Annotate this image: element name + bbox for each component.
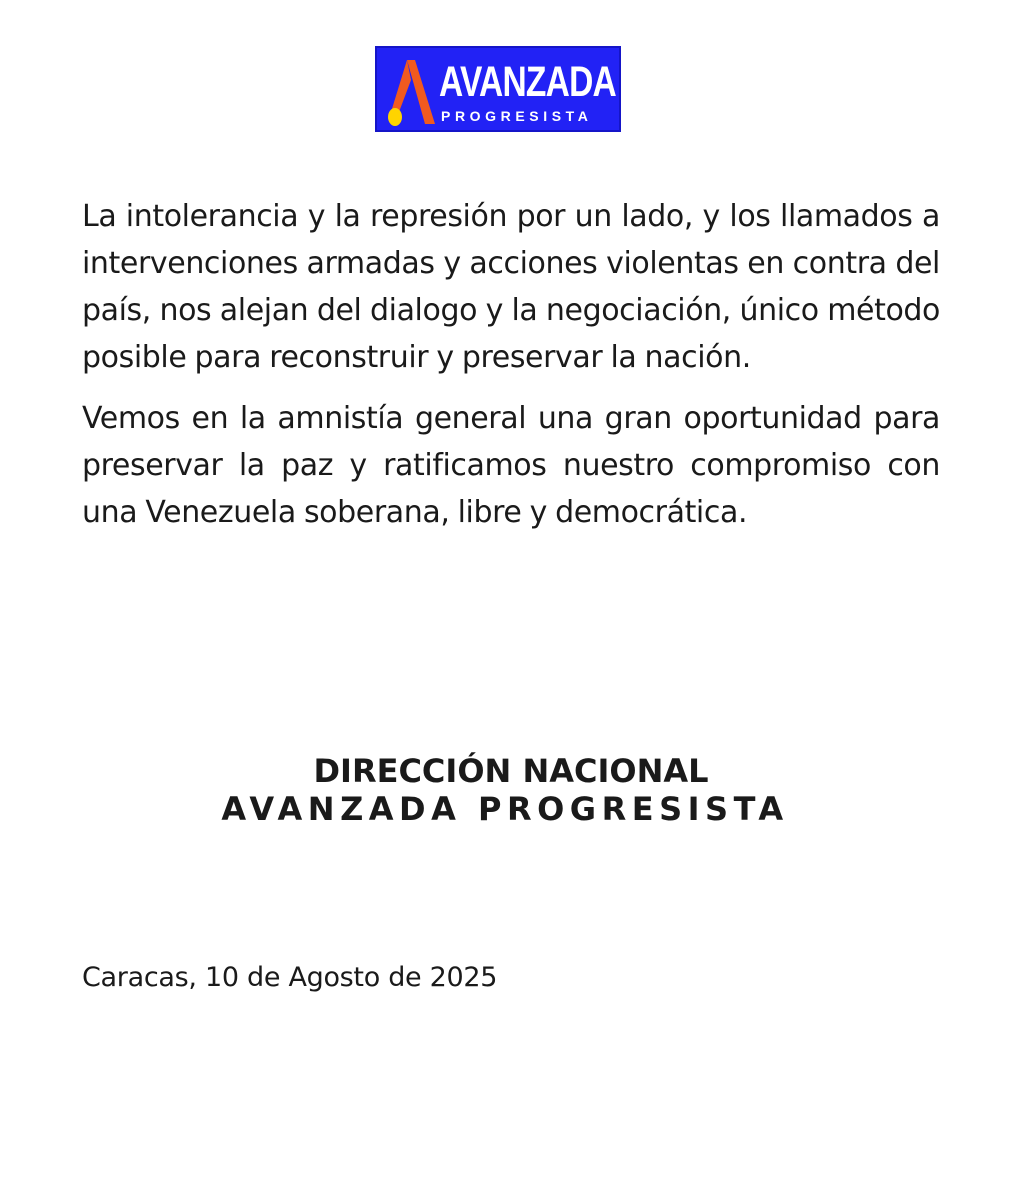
signature-line-2: AVANZADA PROGRESISTA <box>221 790 789 828</box>
signature-line-1: DIRECCIÓN NACIONAL <box>313 752 709 790</box>
dateline: Caracas, 10 de Agosto de 2025 <box>82 962 498 993</box>
logo-orange-stroke <box>391 60 411 112</box>
logo-title: AVANZADA <box>439 58 616 106</box>
logo-yellow-dot <box>388 108 402 126</box>
party-logo <box>375 46 621 132</box>
logo-orange-stroke-right <box>407 60 435 124</box>
statement-body <box>82 193 940 550</box>
signature-block <box>0 752 1022 828</box>
logo-subtitle: PROGRESISTA <box>441 108 593 124</box>
paragraph-2: Vemos en la amnistía general una gran oportunidad para preservar la paz y ratificamos nuestro compromiso con una Venezuela soberana, libre y democrática. <box>82 401 940 530</box>
paragraph-1: La intolerancia y la represión por un lado, y los llamados a intervenciones armadas y acciones violentas en contra del país, nos alejan del dialogo y la negociación, único método posible para reconstruir y preservar la nación. <box>82 199 940 375</box>
